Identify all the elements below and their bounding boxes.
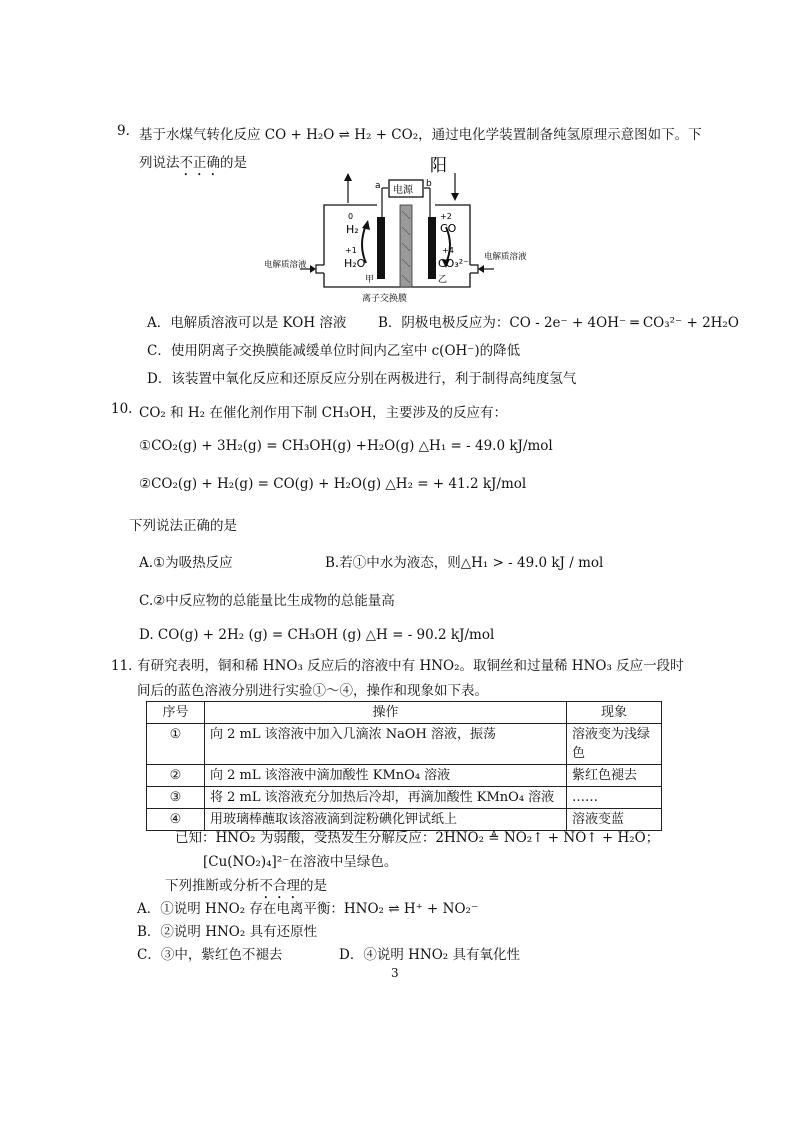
q11-known-line2: [Cu(NO₂)₄]²⁻在溶液中呈绿色。 bbox=[203, 854, 398, 870]
table-cell: ② bbox=[147, 765, 205, 787]
table-header-row bbox=[147, 702, 662, 724]
q10-option-b: B.若①中水为液态，则△H₁ > - 49.0 kJ / mol bbox=[325, 555, 604, 571]
table-cell: 向 2 mL 该溶液中加入几滴浓 NaOH 溶液，振荡 bbox=[205, 724, 567, 765]
table-cell: ① bbox=[147, 724, 205, 765]
chamber-yi: 乙 bbox=[438, 275, 448, 285]
left-up-arrow bbox=[344, 173, 352, 181]
q9-number: 9. bbox=[117, 123, 130, 139]
q11-option-a: A．①说明 HNO₂ 存在电离平衡：HNO₂ ⇌ H⁺ + NO₂⁻ bbox=[137, 901, 479, 917]
left-curved-arrow bbox=[362, 220, 370, 230]
table-row bbox=[147, 724, 662, 765]
right-down-arrow bbox=[451, 193, 459, 201]
q9-stem-line2: 列说法不正确的是 bbox=[139, 155, 247, 171]
h2o-oxidation-mark: +1 bbox=[345, 246, 357, 255]
left-electrode bbox=[377, 217, 385, 279]
table-cell: …… bbox=[567, 787, 662, 809]
q11-known-line1: 已知：HNO₂ 为弱酸，受热发生分解反应：2HNO₂ ≜ NO₂↑ + NO↑ + H₂O； bbox=[175, 830, 660, 846]
q10-option-d: D. CO(g) + 2H₂ (g) = CH₃OH (g) △H = - 90.2 kJ/mol bbox=[139, 627, 495, 643]
power-label: 电源 bbox=[393, 185, 413, 196]
q11-number: 11． bbox=[111, 658, 142, 674]
table-row bbox=[147, 787, 662, 809]
q9-stem-line1: 基于水煤气转化反应 CO + H₂O ⇌ H₂ + CO₂，通过电化学装置制备纯氢原理示意图如下。下 bbox=[139, 127, 702, 143]
q9-emphasis: 不正确 bbox=[179, 155, 220, 171]
table-cell: 紫红色褪去 bbox=[567, 765, 662, 787]
right-electrode bbox=[428, 217, 436, 279]
q10-number: 10. bbox=[111, 401, 133, 417]
co-oxidation-mark: +2 bbox=[440, 212, 452, 221]
h2-oxidation-mark: 0 bbox=[348, 212, 354, 221]
terminal-b: b bbox=[426, 179, 432, 189]
table-row bbox=[147, 765, 662, 787]
q11-option-b: B．②说明 HNO₂ 具有还原性 bbox=[137, 924, 318, 940]
q11-emphasis: 不合理 bbox=[259, 878, 300, 894]
experiment-table bbox=[146, 701, 662, 831]
terminal-a: a bbox=[375, 181, 381, 191]
chamber-jia: 甲 bbox=[365, 275, 375, 285]
handwritten-yang: 阳 bbox=[430, 156, 447, 176]
q11-prompt: 下列推断或分析不合理的是 bbox=[165, 878, 327, 894]
table-cell: 将 2 mL 该溶液充分加热后冷却，再滴加酸性 KMnO₄ 溶液 bbox=[205, 787, 567, 809]
h2-species: H₂ bbox=[346, 223, 359, 236]
ion-exchange-membrane bbox=[400, 205, 412, 287]
table-cell: 溶液变为浅绿色 bbox=[567, 724, 662, 765]
table-header-cell: 序号 bbox=[147, 702, 205, 724]
table-cell: 溶液变蓝 bbox=[567, 809, 662, 831]
table-cell: ③ bbox=[147, 787, 205, 809]
q10-prompt: 下列说法正确的是 bbox=[129, 518, 237, 534]
q11-stem-line1: 有研究表明，铜和稀 HNO₃ 反应后的溶液中有 HNO₂。取铜丝和过量稀 HNO₃ 反应一段时 bbox=[137, 658, 684, 674]
q11-stem-line2: 间后的蓝色溶液分别进行实验①～④，操作和现象如下表。 bbox=[137, 683, 488, 699]
q10-option-c: C.②中反应物的总能量比生成物的总能量高 bbox=[139, 593, 395, 609]
electrolysis-diagram bbox=[262, 155, 532, 305]
q10-reaction-1: ①CO₂(g) + 3H₂(g) = CH₃OH(g) +H₂O(g) △H₁ = - 49.0 kJ/mol bbox=[139, 438, 553, 454]
page-number: 3 bbox=[391, 966, 399, 980]
membrane-label: 离子交换膜 bbox=[362, 294, 408, 304]
q9-option-d: D．该装置中氧化反应和还原反应分别在两极进行，利于制得高纯度氢气 bbox=[147, 371, 577, 387]
co3-oxidation-mark: +4 bbox=[442, 246, 454, 255]
table-header-cell: 操作 bbox=[205, 702, 567, 724]
q9-option-a: A．电解质溶液可以是 KOH 溶液 bbox=[147, 315, 347, 331]
q9-option-c: C．使用阴离子交换膜能减缓单位时间内乙室中 c(OH⁻)的降低 bbox=[147, 343, 521, 359]
right-electrolyte-label: 电解质溶液 bbox=[484, 252, 527, 262]
q10-stem: CO₂ 和 H₂ 在催化剂作用下制 CH₃OH，主要涉及的反应有： bbox=[139, 405, 508, 421]
q10-option-a: A.①为吸热反应 bbox=[139, 555, 233, 571]
q9-option-b: B．阴极电极反应为：CO - 2e⁻ + 4OH⁻ ═ CO₃²⁻ + 2H₂O bbox=[378, 315, 739, 331]
table-cell: 向 2 mL 该溶液中滴加酸性 KMnO₄ 溶液 bbox=[205, 765, 567, 787]
right-inlet-arrow bbox=[478, 265, 484, 273]
co-species: CO bbox=[440, 222, 457, 235]
co3-species: CO₃²⁻ bbox=[438, 257, 469, 270]
left-inlet-arrow bbox=[310, 265, 316, 273]
q11-option-d: D．④说明 HNO₂ 具有氧化性 bbox=[339, 947, 520, 963]
q10-reaction-2: ②CO₂(g) + H₂(g) = CO(g) + H₂O(g) △H₂ = + 41.2 kJ/mol bbox=[139, 476, 527, 492]
h2o-species: H₂O bbox=[344, 257, 366, 270]
table-cell: 用玻璃棒蘸取该溶液滴到淀粉碘化钾试纸上 bbox=[205, 809, 567, 831]
left-electrolyte-label: 电解质溶液 bbox=[264, 260, 307, 270]
table-header-cell: 现象 bbox=[567, 702, 662, 724]
q11-option-c: C．③中，紫红色不褪去 bbox=[137, 947, 283, 963]
table-cell: ④ bbox=[147, 809, 205, 831]
